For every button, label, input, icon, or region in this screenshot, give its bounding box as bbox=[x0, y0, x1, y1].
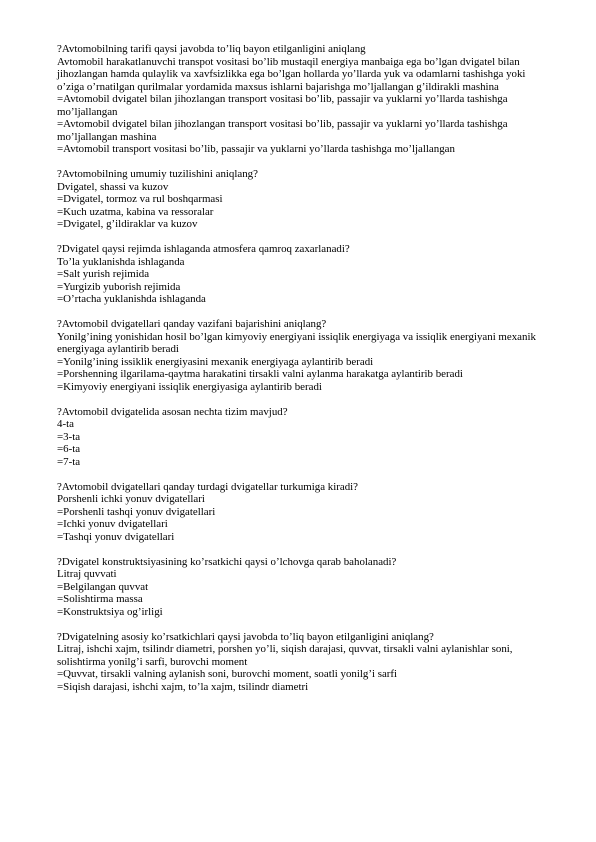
answer-option: =Yonilg’ining issiklik energiyasini mexanik energiyaga aylantirib beradi bbox=[57, 355, 374, 368]
question-text: ?Avtomobil dvigatellari qanday turdagi dvigatellar turkumiga kiradi? bbox=[57, 480, 359, 493]
question-block-3 bbox=[57, 243, 547, 306]
answer-option: =Dvigatel, g’ildiraklar va kuzov bbox=[57, 218, 198, 230]
answer-option: =Belgilangan quvvat bbox=[57, 580, 149, 593]
correct-answer: Litraj quvvati bbox=[57, 568, 117, 580]
question-block-2 bbox=[57, 168, 547, 231]
answer-option: =Konstruktsiya og’irligi bbox=[57, 605, 163, 618]
answer-option: =3-ta bbox=[57, 430, 81, 443]
question-block-6 bbox=[57, 481, 547, 544]
correct-answer: Avtomobil harakatlanuvchi transpot vositasi bo’lib mustaqil energiya manbaiga ega bo’lgan dvigatel bilan jihozlangan hamda qulaylik va xavfsizlikka ega bo’lgan hollarda yo’llarda yuk va odamlarni tashishga yoki o’ziga o’rnatilgan qurilmalar yordamida maxsus ishlarni bajarishga mo’ljallangan g’ildirakli mashina bbox=[57, 55, 526, 93]
answer-option: =O’rtacha yuklanishda ishlaganda bbox=[57, 293, 206, 305]
answer-option: =Ichki yonuv dvigatellari bbox=[57, 518, 168, 530]
answer-option: =Siqish darajasi, ishchi xajm, to’la xajm, tsilindr diametri bbox=[57, 680, 309, 693]
question-text: ?Avtomobil dvigatelida asosan nechta tizim mavjud? bbox=[57, 405, 288, 418]
question-block-8 bbox=[57, 631, 547, 694]
question-block-1 bbox=[57, 43, 547, 156]
question-text: ?Avtomobilning tarifi qaysi javobda to’liq bayon etilganligini aniqlang bbox=[57, 43, 366, 55]
answer-option: =Kuch uzatma, kabina va ressoralar bbox=[57, 205, 214, 218]
answer-option: =Quvvat, tirsakli valning aylanish soni, burovchi moment, soatli yonilg’i sarfi bbox=[57, 668, 398, 680]
answer-option: =Yurgizib yuborish rejimida bbox=[57, 280, 181, 293]
question-block-4 bbox=[57, 318, 547, 393]
question-text: ?Dvigatel konstruktsiyasining ko’rsatkichi qaysi o’lchovga qarab baholanadi? bbox=[57, 555, 397, 568]
answer-option: =Avtomobil dvigatel bilan jihozlangan transport vositasi bo’lib, passajir va yuklarni yo’llarda tashishga mo’ljallangan mashina bbox=[57, 118, 508, 143]
answer-option: =Tashqi yonuv dvigatellari bbox=[57, 530, 175, 543]
question-text: ?Avtomobilning umumiy tuzilishini aniqlang? bbox=[57, 168, 258, 180]
answer-option: =Dvigatel, tormoz va rul boshqarmasi bbox=[57, 193, 223, 205]
answer-option: =Avtomobil dvigatel bilan jihozlangan transport vositasi bo’lib, passajir va yuklarni yo’llarda tashishga mo’ljallangan bbox=[57, 93, 508, 118]
answer-option: =7-ta bbox=[57, 455, 81, 468]
answer-option: =Porshenning ilgarilama-qaytma harakatini tirsakli valni aylanma harakatga aylantirib beradi bbox=[57, 368, 463, 380]
answer-option: =Kimyoviy energiyani issiqlik energiyasiga aylantirib beradi bbox=[57, 380, 322, 393]
correct-answer: Yonilg’ining yonishidan hosil bo’lgan kimyoviy energiyani issiqlik energiyaga va issiqlik energiyani mexanik energiyaga aylantirib beradi bbox=[57, 330, 536, 355]
question-block-7 bbox=[57, 556, 547, 619]
answer-option: =6-ta bbox=[57, 443, 81, 455]
correct-answer: Dvigatel, shassi va kuzov bbox=[57, 180, 169, 193]
answer-option: =Solishtirma massa bbox=[57, 593, 143, 605]
correct-answer: Porshenli ichki yonuv dvigatellari bbox=[57, 493, 205, 505]
question-text: ?Dvigatelning asosiy ko’rsatkichlari qaysi javobda to’liq bayon etilganligini aniqlang? bbox=[57, 630, 434, 643]
correct-answer: To’la yuklanishda ishlaganda bbox=[57, 255, 185, 268]
question-block-5 bbox=[57, 406, 547, 469]
answer-option: =Avtomobil transport vositasi bo’lib, passajir va yuklarni yo’llarda tashishga mo’ljallangan bbox=[57, 143, 455, 155]
correct-answer: Litraj, ishchi xajm, tsilindr diametri, porshen yo’li, siqish darajasi, quvvat, tirsakli valni aylanishlar soni, solishtirma yonilg’i sarfi, burovchi moment bbox=[57, 643, 513, 668]
question-text: ?Dvigatel qaysi rejimda ishlaganda atmosfera qamroq zaxarlanadi? bbox=[57, 243, 350, 255]
document-page bbox=[57, 43, 547, 706]
question-text: ?Avtomobil dvigatellari qanday vazifani bajarishini aniqlang? bbox=[57, 318, 327, 330]
answer-option: =Porshenli tashqi yonuv dvigatellari bbox=[57, 505, 216, 518]
answer-option: =Salt yurish rejimida bbox=[57, 268, 150, 280]
correct-answer: 4-ta bbox=[57, 418, 74, 430]
